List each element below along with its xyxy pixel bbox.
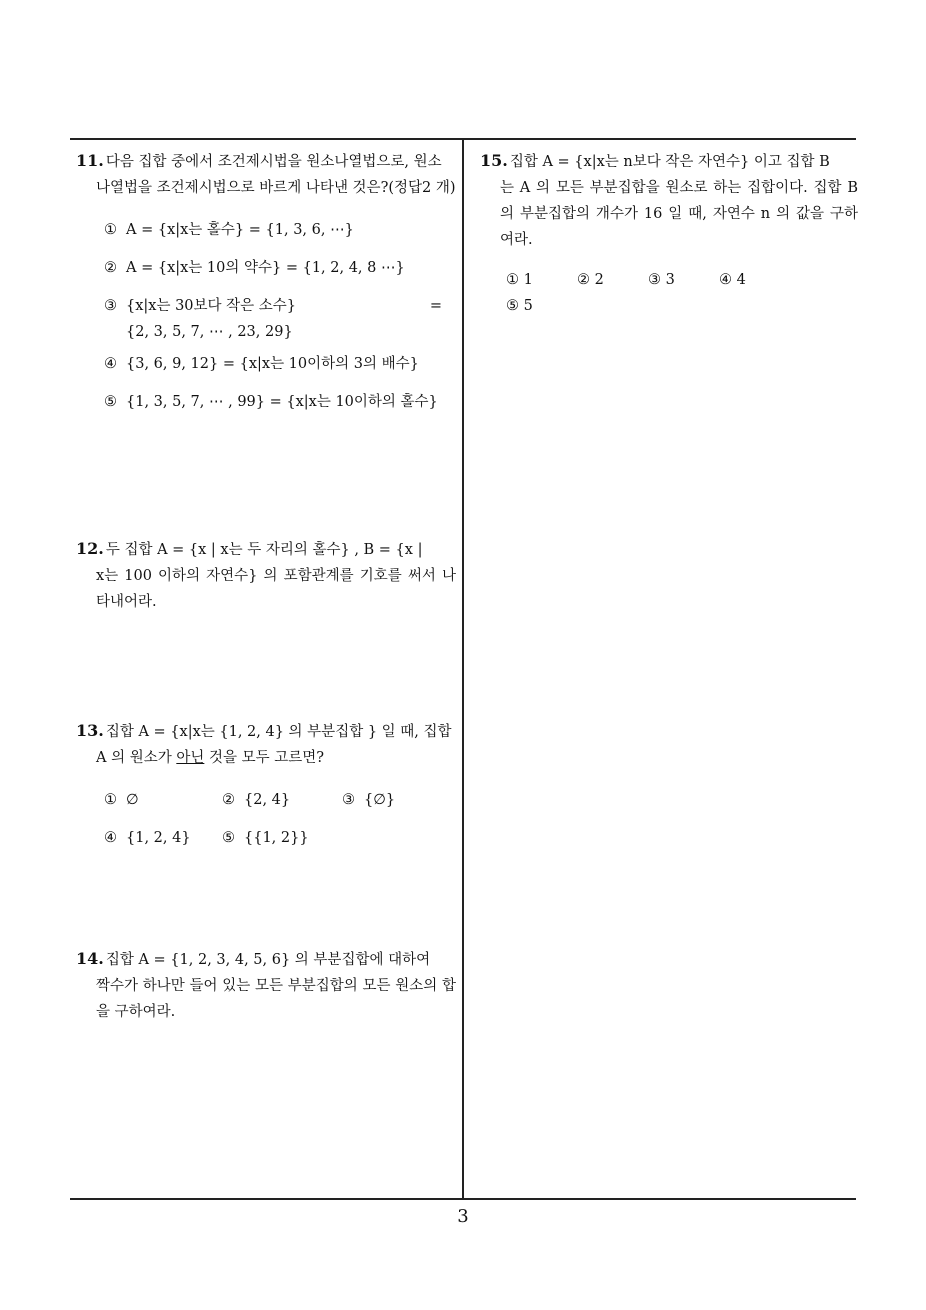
choice-5[interactable] [76, 389, 456, 415]
choice-2[interactable] [222, 787, 342, 813]
question-text-cont-end: 것을 모두 고르면? [204, 750, 324, 766]
choice-4[interactable] [719, 267, 790, 293]
question-14-stem [76, 946, 456, 1025]
choice-4[interactable] [76, 351, 456, 377]
page-number: 3 [457, 1206, 469, 1227]
equals-sign: = [429, 298, 442, 314]
question-14 [76, 946, 456, 1025]
choice-3[interactable] [76, 293, 456, 345]
choice-text: {{1, 2}} [244, 830, 309, 846]
choice-list [76, 217, 456, 415]
choice-mark: ① [104, 792, 117, 808]
choice-text: {x|x는 30보다 작은 소수} [126, 298, 297, 314]
question-text-cont: 짝수가 하나만 들어 있는 모든 부분집합의 모든 원소의 합을 구하여라. [96, 978, 456, 1020]
choice-text: {2, 4} [244, 792, 291, 808]
question-text: 집합 A = {x|x는 n보다 작은 자연수} 이고 집합 B [509, 154, 830, 170]
underlined-word: 아닌 [176, 750, 205, 766]
choice-mark: ④ [104, 356, 117, 372]
choice-text: 5 [523, 298, 533, 314]
choice-mark: ⑤ [506, 298, 519, 314]
choice-text: {3, 6, 9, 12} = {x|x는 10이하의 3의 배수} [126, 356, 419, 372]
column-divider [462, 138, 464, 1200]
choice-mark: ③ [342, 792, 355, 808]
choice-row [480, 267, 858, 319]
question-11-stem [76, 148, 456, 201]
choice-mark: ② [222, 792, 235, 808]
choice-mark: ④ [104, 830, 117, 846]
question-text-cont: 는 A 의 모든 부분집합을 원소로 하는 집합이다. 집합 B 의 부분집합의 개수가 16 일 때, 자연수 n 의 값을 구하여라. [500, 180, 858, 248]
question-text-cont: x는 100 이하의 자연수} 의 포함관계를 기호를 써서 나타내어라. [96, 568, 456, 610]
choice-mark: ② [104, 260, 117, 276]
question-11 [76, 148, 456, 427]
question-number: 14. [76, 949, 104, 968]
choice-5[interactable] [222, 825, 309, 851]
choice-grid [76, 787, 456, 863]
choice-1[interactable] [76, 217, 456, 243]
choice-text: {1, 3, 5, 7, ⋯ , 99} = {x|x는 10이하의 홀수} [126, 394, 438, 410]
question-text-cont: A 의 원소가 [96, 750, 177, 766]
choice-mark: ② [577, 272, 590, 288]
question-12-stem [76, 536, 456, 615]
choice-text: A = {x|x는 10의 약수} = {1, 2, 4, 8 ⋯} [126, 260, 405, 276]
choice-text: 3 [665, 272, 675, 288]
choice-text: A = {x|x는 홀수} = {1, 3, 6, ⋯} [126, 222, 354, 238]
question-13-stem [76, 718, 456, 771]
question-text: 두 집합 A = {x | x는 두 자리의 홀수} , B = {x | [105, 542, 423, 558]
question-number: 13. [76, 721, 104, 740]
choice-mark: ⑤ [222, 830, 235, 846]
choice-mark: ① [104, 222, 117, 238]
choice-mark: ③ [648, 272, 661, 288]
choice-text: ∅ [126, 792, 139, 808]
question-text: 집합 A = {x|x는 {1, 2, 4} 의 부분집합 } 일 때, 집합 [105, 724, 452, 740]
choice-text: {∅} [364, 792, 396, 808]
question-15-stem [480, 148, 858, 253]
choice-2[interactable] [76, 255, 456, 281]
question-text-cont: 나열법을 조건제시법으로 바르게 나타낸 것은?(정답2 개) [96, 180, 456, 196]
choice-mark: ⑤ [104, 394, 117, 410]
choice-mark: ③ [104, 298, 117, 314]
choice-text: 1 [523, 272, 533, 288]
question-number: 12. [76, 539, 104, 558]
choice-1[interactable] [104, 787, 222, 813]
question-number: 15. [480, 151, 508, 170]
choice-5[interactable] [506, 293, 577, 319]
question-12 [76, 536, 456, 615]
choice-3[interactable] [342, 787, 395, 813]
choice-mark: ① [506, 272, 519, 288]
question-text: 집합 A = {1, 2, 3, 4, 5, 6} 의 부분집합에 대하여 [105, 952, 431, 968]
bottom-rule [70, 1198, 856, 1200]
choice-3[interactable] [648, 267, 719, 293]
question-number: 11. [76, 151, 104, 170]
choice-text: {1, 2, 4} [126, 830, 191, 846]
choice-text-cont: {2, 3, 5, 7, ⋯ , 23, 29} [126, 324, 293, 340]
question-text: 다음 집합 중에서 조건제시법을 원소나열법으로, 원소 [105, 154, 442, 170]
choice-2[interactable] [577, 267, 648, 293]
choice-text: 2 [594, 272, 604, 288]
choice-mark: ④ [719, 272, 732, 288]
choice-1[interactable] [506, 267, 577, 293]
question-13 [76, 718, 456, 863]
choice-4[interactable] [104, 825, 222, 851]
question-15 [480, 148, 858, 319]
choice-text: 4 [736, 272, 746, 288]
